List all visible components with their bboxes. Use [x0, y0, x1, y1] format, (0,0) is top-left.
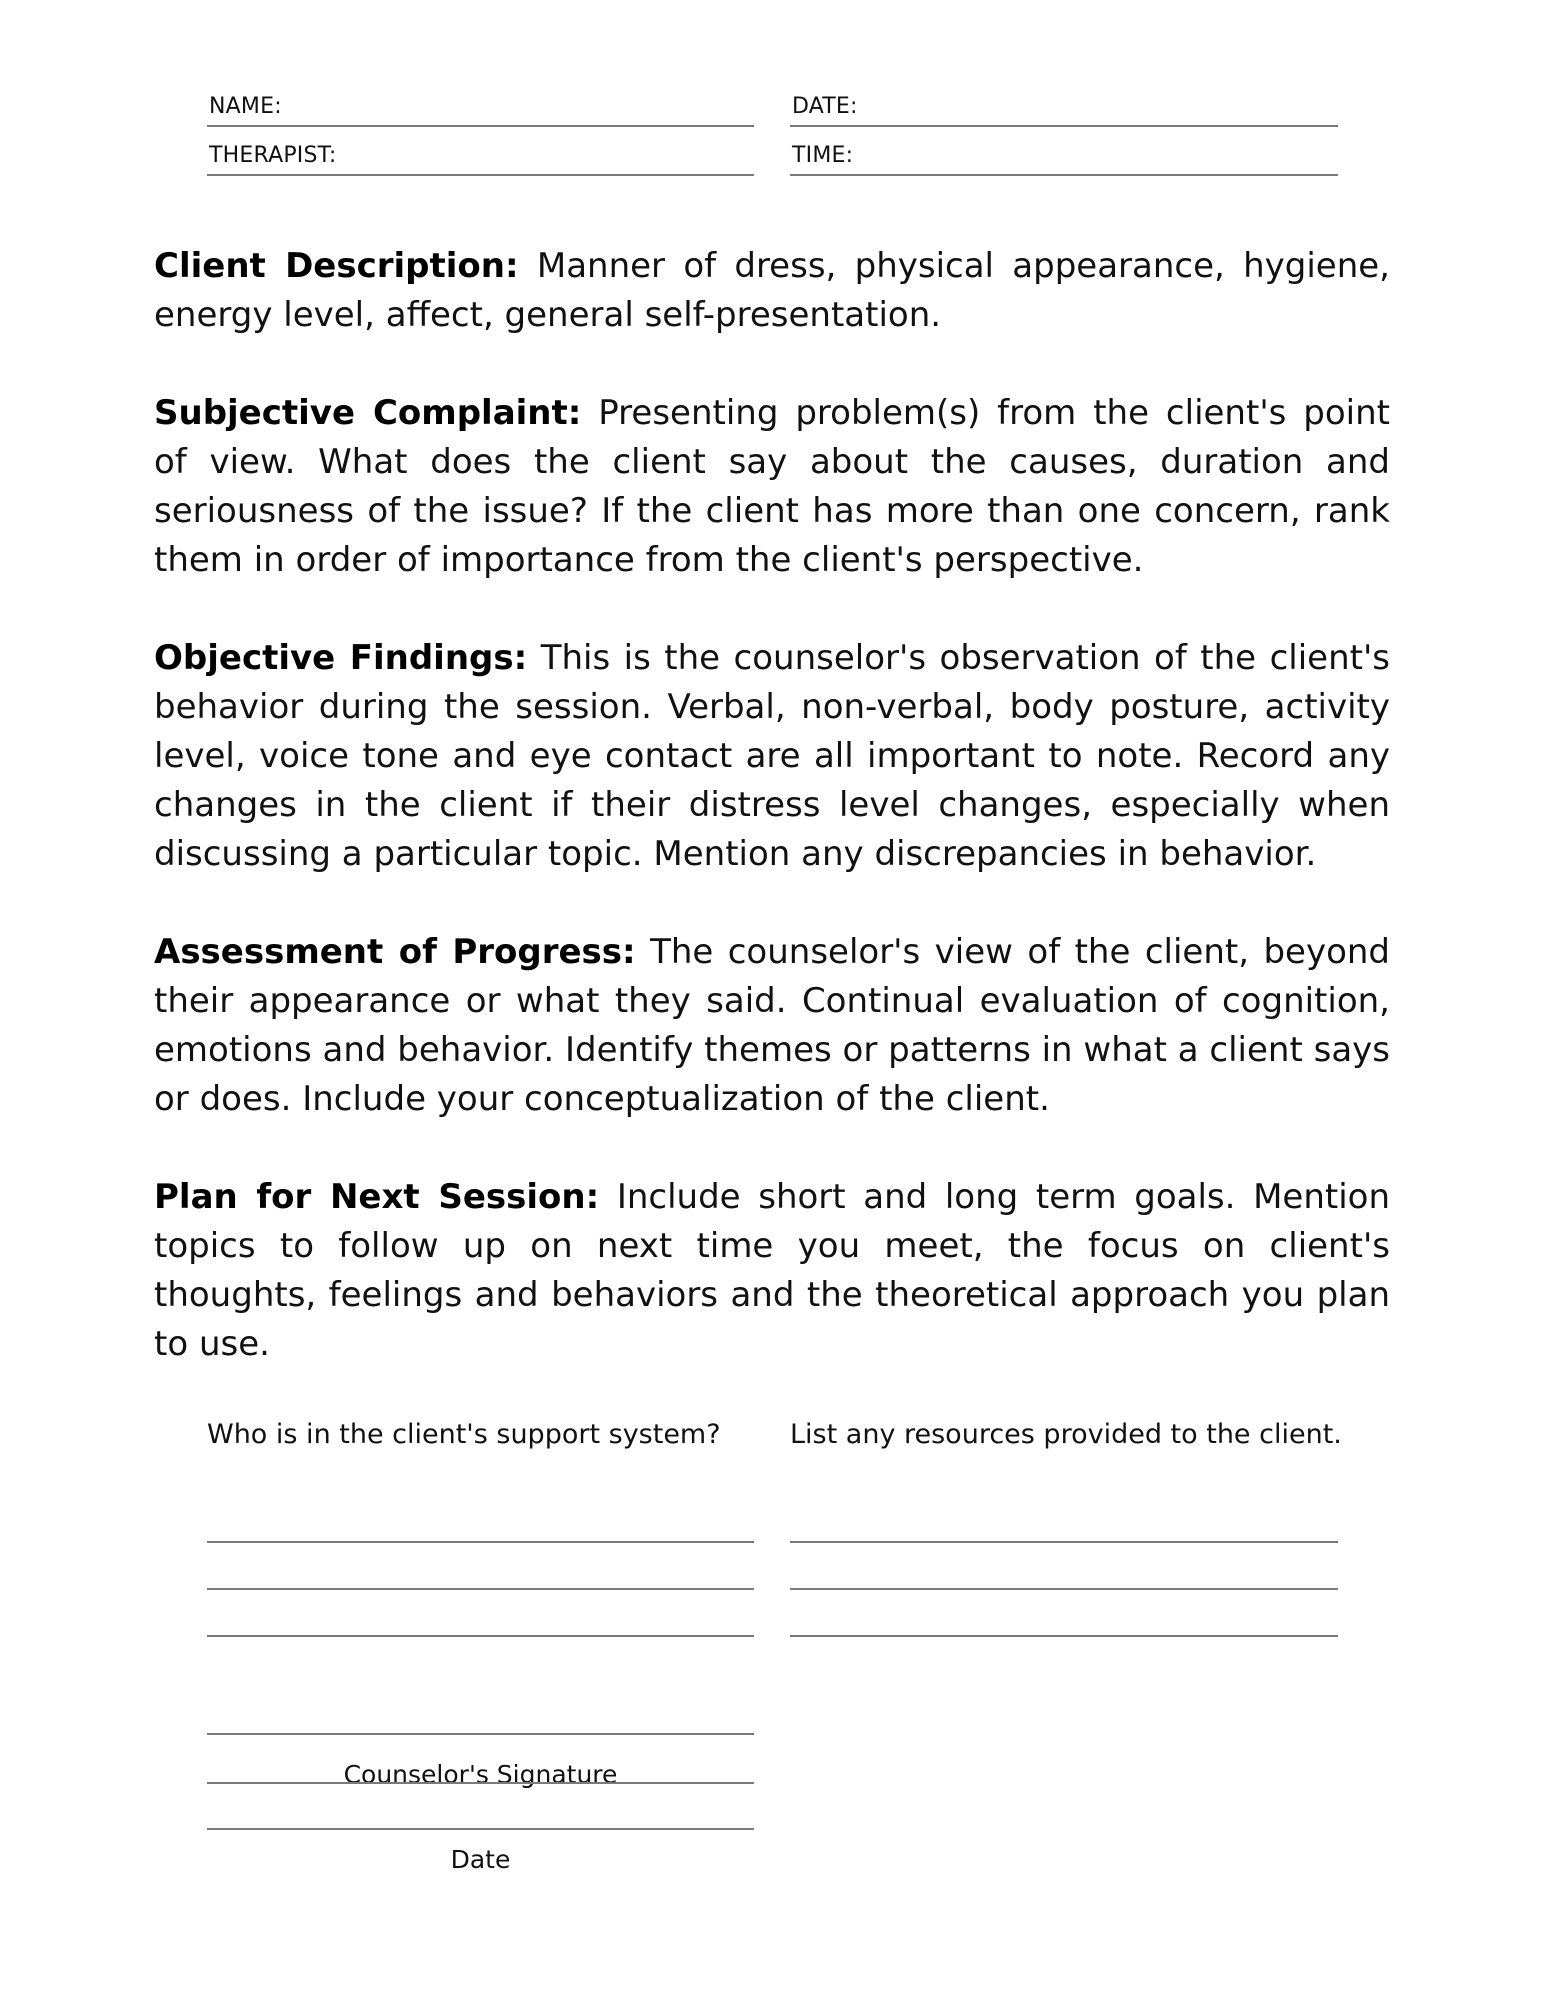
section-heading: Assessment of Progress:: [154, 932, 636, 972]
section-subjective-complaint: [154, 389, 1390, 585]
section-objective-findings: [154, 634, 1390, 879]
section-assessment-of-progress: [154, 928, 1390, 1124]
section-heading: Client Description:: [154, 246, 519, 286]
resources-answer-line[interactable]: [790, 1588, 1338, 1590]
section-heading: Objective Findings:: [154, 638, 528, 678]
resources-answer-line[interactable]: [790, 1635, 1338, 1637]
section-text: The counselor's view of the client, beyond their appearance or what they said. Continual evaluation of cognition, emotions and behavior. Identify themes or patterns in what a client says or does. Include your conceptualization of the client.: [154, 932, 1391, 1119]
counselor-signature-label: Counselor's Signature: [343, 1760, 618, 1789]
name-label: NAME:: [209, 94, 282, 119]
resources-answer-line[interactable]: [790, 1541, 1338, 1543]
section-heading: Plan for Next Session:: [154, 1177, 600, 1217]
signature-underline: [207, 1782, 754, 1784]
resources-question: List any resources provided to the client.: [790, 1419, 1342, 1450]
support-answer-line[interactable]: [207, 1541, 754, 1543]
section-client-description: [154, 242, 1390, 340]
note-sections: [154, 242, 1390, 1418]
support-answer-line[interactable]: [207, 1588, 754, 1590]
section-text: This is the counselor's observation of the client's behavior during the session. Verbal, non-verbal, body posture, activity level, voice tone and eye contact are all important to note. Record any changes in the client if their distress level changes, especially when discussing a particular topic. Mention any discrepancies in behavior.: [154, 638, 1391, 874]
name-field[interactable]: [207, 77, 754, 127]
date-field[interactable]: [790, 77, 1338, 127]
section-plan-next-session: [154, 1173, 1390, 1369]
signature-date-line[interactable]: [207, 1828, 754, 1830]
signature-line[interactable]: [207, 1733, 754, 1735]
therapist-field[interactable]: [207, 126, 754, 176]
time-field[interactable]: [790, 126, 1338, 176]
support-system-question: Who is in the client's support system?: [207, 1419, 721, 1450]
section-heading: Subjective Complaint:: [154, 393, 582, 433]
section-text: Manner of dress, physical appearance, hygiene, energy level, affect, general self-presentation.: [154, 246, 1390, 335]
section-text: Presenting problem(s) from the client's point of view. What does the client say about the causes, duration and seriousness of the issue? If the client has more than one concern, rank them in order of importance from the client's perspective.: [154, 393, 1390, 580]
signature-date-label: Date: [450, 1845, 511, 1874]
date-label: DATE:: [792, 94, 858, 119]
section-text: Include short and long term goals. Mention topics to follow up on next time you meet, the focus on client's thoughts, feelings and behaviors and the theoretical approach you plan to use.: [154, 1177, 1391, 1364]
time-label: TIME:: [792, 143, 854, 168]
support-answer-line[interactable]: [207, 1635, 754, 1637]
therapist-label: THERAPIST:: [209, 143, 337, 168]
